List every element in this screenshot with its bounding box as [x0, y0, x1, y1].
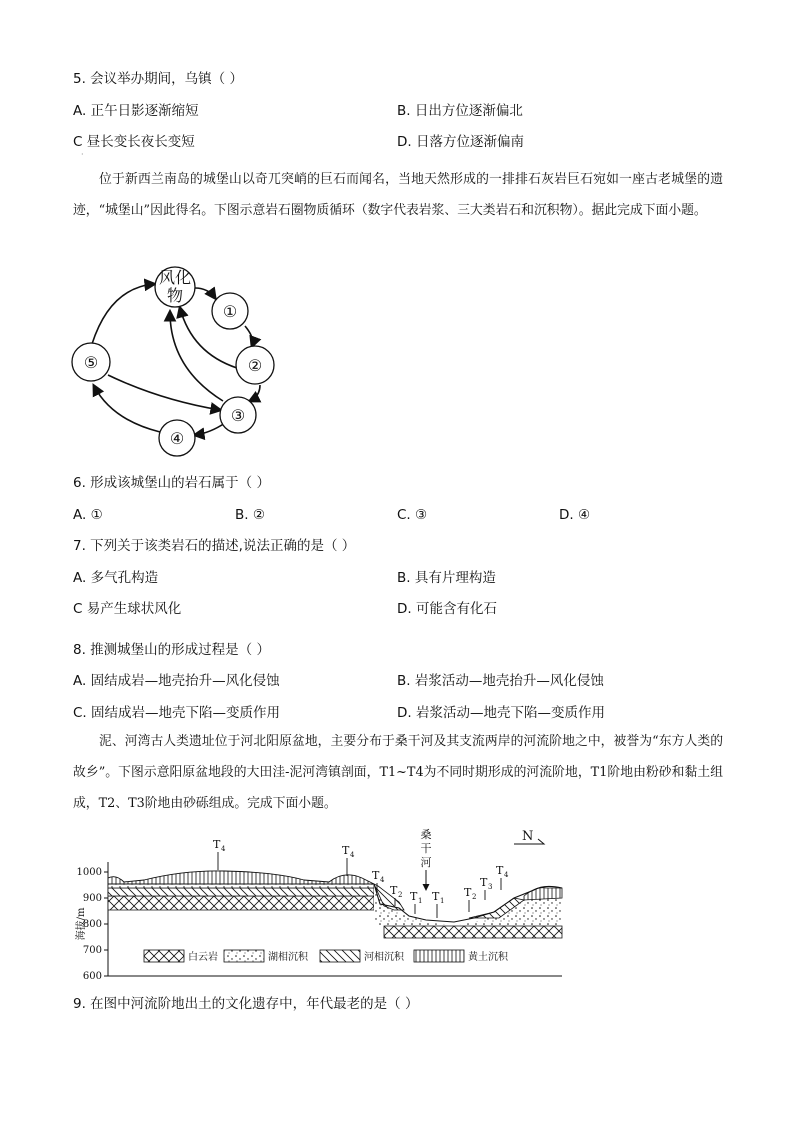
- q5-option-b[interactable]: B. 日出方位逐渐偏北: [397, 103, 523, 119]
- label-t1-right: T: [432, 890, 440, 903]
- q5-option-a[interactable]: A. 正午日影逐渐缩短: [73, 103, 199, 119]
- passage-castle-hill: 位于新西兰南岛的城堡山以奇兀突峭的巨石而闻名，当地天然形成的一排排石灰岩巨石宛如一座古老城堡的遗迹，“城堡山”因此得名。下图示意岩石圈物质循环（数字代表岩浆、三大类岩石和沉积物）。据此完成下面小题。: [73, 172, 723, 218]
- node-2-label: ②: [247, 356, 263, 375]
- ytick-700: 700: [82, 945, 102, 956]
- q8-option-c[interactable]: C. 固结成岩—地壳下陷—变质作用: [73, 705, 281, 721]
- q8-option-d[interactable]: D. 岩浆活动—地壳下陷—变质作用: [397, 705, 605, 721]
- ytick-600: 600: [82, 971, 102, 981]
- q7-stem: 7. 下列关于该类岩石的描述,说法正确的是（ ）: [73, 538, 356, 554]
- label-t4-mid: T: [342, 844, 350, 857]
- weathering-label-1: 风化: [158, 268, 192, 287]
- label-t1-left-sub: 1: [418, 897, 423, 905]
- q6-option-c[interactable]: C. ③: [397, 507, 428, 523]
- layer-dolomite-left: [108, 896, 374, 910]
- river-label-3: 河: [420, 856, 432, 869]
- q5-option-c[interactable]: C 昼长变长夜长变短: [73, 134, 195, 150]
- label-t2-right-sub: 2: [472, 893, 477, 901]
- rock-cycle-diagram: [60, 258, 300, 458]
- label-t1-left: T: [410, 890, 418, 903]
- q6-option-b[interactable]: B. ②: [235, 507, 265, 523]
- node-5-label: ⑤: [83, 353, 99, 372]
- label-t4-right-sub: 4: [504, 871, 509, 879]
- q7-option-d[interactable]: D. 可能含有化石: [397, 601, 497, 617]
- q7-option-b[interactable]: B. 具有片理构造: [397, 570, 496, 586]
- layer-loess-left: [108, 871, 374, 884]
- river-label-2: 干: [420, 842, 432, 855]
- label-t2-left: T: [390, 884, 398, 897]
- q8-stem: 8. 推测城堡山的形成过程是（ ）: [73, 642, 270, 658]
- layer-lake-left: [108, 884, 374, 888]
- node-3-label: ③: [230, 406, 246, 425]
- node-4-label: ④: [169, 429, 185, 448]
- legend-lake: 湖相沉积: [268, 952, 308, 963]
- river-label-1: 桑: [420, 828, 432, 841]
- label-t3: T: [480, 876, 488, 889]
- label-t1-right-sub: 1: [440, 897, 445, 905]
- legend: [144, 950, 509, 963]
- q6-stem: 6. 形成该城堡山的岩石属于（ ）: [73, 475, 270, 491]
- ytick-1000: 1000: [76, 867, 102, 878]
- legend-dolomite: 白云岩: [188, 952, 218, 963]
- margin-mark: ·: [81, 150, 84, 159]
- label-t4-left: T: [213, 838, 221, 851]
- q5-stem: 5. 会议举办期间，乌镇（ ）: [73, 71, 243, 87]
- valley-loess-right: [524, 888, 562, 900]
- label-t4-valley-left: T: [372, 869, 380, 882]
- q6-option-d[interactable]: D. ④: [559, 507, 591, 523]
- north-label: N: [522, 829, 534, 844]
- ylabel: 海拔/m: [76, 907, 87, 941]
- label-t4-left-sub: 4: [221, 845, 226, 853]
- q9-stem: 9. 在图中河流阶地出土的文化遗存中，年代最老的是（ ）: [73, 996, 419, 1012]
- label-t4-mid-sub: 4: [350, 851, 355, 859]
- q7-option-c[interactable]: C 易产生球状风化: [73, 601, 182, 617]
- q8-option-b[interactable]: B. 岩浆活动—地壳抬升—风化侵蚀: [397, 673, 604, 689]
- nihewan-profile-diagram: [74, 826, 574, 981]
- node-1-label: ①: [222, 302, 238, 321]
- ytick-800: 800: [82, 919, 102, 930]
- legend-loess: 黄土沉积: [468, 952, 508, 963]
- weathering-label-2: 物: [166, 286, 184, 305]
- label-t4-valley-left-sub: 4: [380, 876, 385, 884]
- label-t2-left-sub: 2: [398, 891, 403, 899]
- label-t2-right: T: [464, 886, 472, 899]
- passage-nihewan: 泥、河湾古人类遗址位于河北阳原盆地，主要分布于桑干河及其支流两岸的河流阶地之中，被誉为“东方人类的故乡”。下图示意阳原盆地段的大田洼-泥河湾镇剖面，T1~T4为不同时期形成的河流阶地，T1阶地由粉砂和黏土组成，T2、T3阶地由砂砾组成。完成下面小题。: [73, 734, 723, 811]
- q7-option-a[interactable]: A. 多气孔构造: [73, 570, 159, 586]
- layer-river-left: [108, 888, 374, 896]
- label-t3-sub: 3: [488, 883, 493, 891]
- ytick-900: 900: [82, 893, 102, 904]
- q5-option-d[interactable]: D. 日落方位逐渐偏南: [397, 134, 524, 150]
- q6-option-a[interactable]: A. ①: [73, 507, 103, 523]
- q8-option-a[interactable]: A. 固结成岩—地壳抬升—风化侵蚀: [73, 673, 280, 689]
- label-t4-right: T: [496, 864, 504, 877]
- legend-river: 河相沉积: [364, 952, 404, 963]
- valley-dolomite: [384, 926, 562, 938]
